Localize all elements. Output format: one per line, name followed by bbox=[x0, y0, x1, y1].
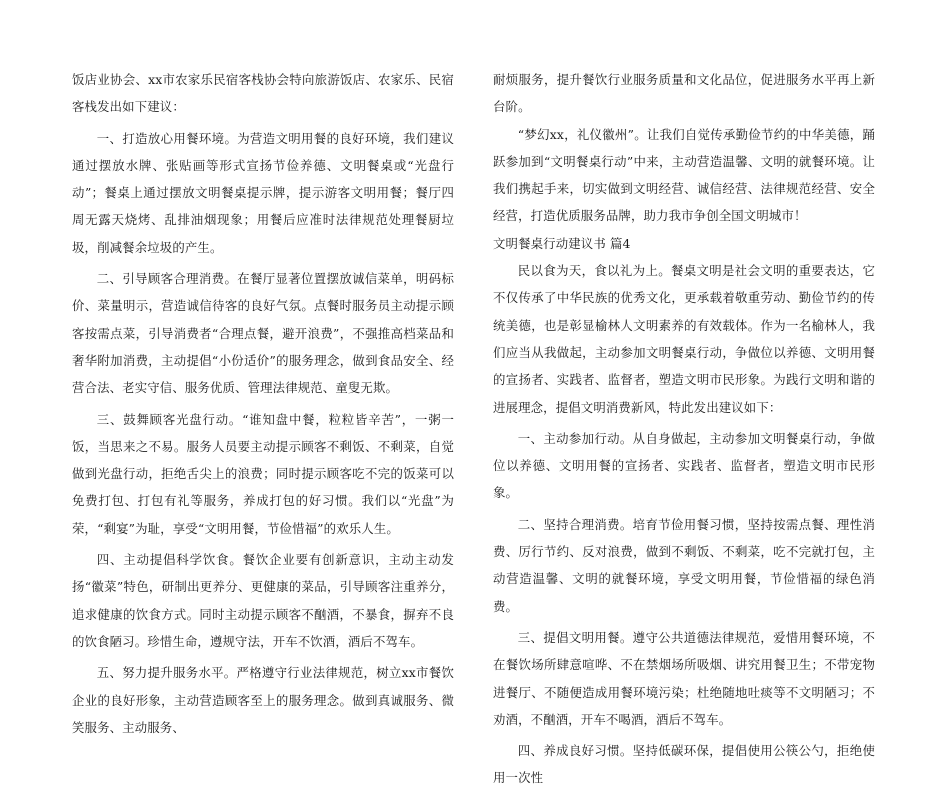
paragraph-intro: 饭店业协会、xx市农家乐民宿客栈协会特向旅游饭店、农家乐、民宿客栈发出如下建议： bbox=[72, 72, 454, 115]
paragraph-item-2: 二、引导顾客合理消费。在餐厅显著位置摆放诚信菜单，明码标价、菜量明示，营造诚信待客的良好气氛。点餐时服务员主动提示顾客按需点菜，引导消费者“合理点餐，避开浪费”，不强推高档菜品和奢华附加消费，主动提倡“小份适价”的服务理念，做到食品安全、经营合法、老实守信、服务优质、管理法律规范、童叟无欺。 bbox=[72, 271, 454, 396]
section-heading: 文明餐桌行动建议书 篇4 bbox=[493, 235, 631, 251]
paragraph-closing: “梦幻xx，礼仪徽州”。让我们自觉传承勤俭节约的中华美德，踊跃参加到“文明餐桌行动”中来，主动营造温馨、文明的就餐环境。让我们携起手来，切实做到文明经营、诚信经营、法律规范经营、安全经营，打造优质服务品牌，助力我市争创全国文明城市！ bbox=[493, 126, 875, 224]
paragraph-item-1: 一、打造放心用餐环境。为营造文明用餐的良好环境，我们建议通过摆放水牌、张贴画等形式宣扬节俭养德、文明餐桌或“光盘行动”；餐桌上通过摆放文明餐桌提示牌，提示游客文明用餐；餐厅四周无露天烧烤、乱排油烟现象；用餐后应准时法律规范处理餐厨垃圾，削减餐余垃圾的产生。 bbox=[72, 130, 454, 255]
paragraph-proposal-2: 二、坚持合理消费。培育节俭用餐习惯，坚持按需点餐、理性消费、厉行节约、反对浪费，做到不剩饭、不剩菜，吃不完就打包，主动营造温馨、文明的就餐环境，享受文明用餐，节俭惜福的绿色消费。 bbox=[493, 516, 875, 614]
paragraph-proposal-3: 三、提倡文明用餐。遵守公共道德法律规范，爱惜用餐环境，不在餐饮场所肆意喧哗、不在禁烟场所吸烟、讲究用餐卫生；不带宠物进餐厅、不随便造成用餐环境污染；杜绝随地吐痰等不文明陋习；不劝酒，不酗酒，开车不喝酒，酒后不驾车。 bbox=[493, 629, 875, 727]
paragraph-item-5: 五、努力提升服务水平。严格遵守行业法律规范，树立xx市餐饮企业的良好形象，主动营造顾客至上的服务理念。做到真诚服务、微笑服务、主动服务、 bbox=[72, 665, 454, 735]
paragraph-item-3: 三、鼓舞顾客光盘行动。“谁知盘中餐，粒粒皆辛苦”，一粥一饭，当思来之不易。服务人员要主动提示顾客不剩饭、不剩菜，自觉做到光盘行动，拒绝舌尖上的浪费；同时提示顾客吃不完的饭菜可以免费打包、打包有礼等服务，养成打包的好习惯。我们以“光盘”为荣，“剩宴”为耻，享受“文明用餐，节俭惜福”的欢乐人生。 bbox=[72, 411, 454, 536]
paragraph-continuation: 耐烦服务，提升餐饮行业服务质量和文化品位，促进服务水平再上新台阶。 bbox=[493, 72, 875, 115]
paragraph-proposal-4: 四、养成良好习惯。坚持低碳环保，提倡使用公筷公勺，拒绝使用一次性 bbox=[493, 743, 875, 786]
paragraph-preamble: 民以食为天，食以礼为上。餐桌文明是社会文明的重要表达，它不仅传承了中华民族的优秀文化，更承载着敬重劳动、勤俭节约的传统美德，也是彰显榆林人文明素养的有效载体。作为一名榆林人，我们应当从我做起，主动参加文明餐桌行动，争做位以养德、文明用餐的宣扬者、实践者、监督者，塑造文明市民形象。为践行文明和谐的进展理念，提倡文明消费新风，特此发出建议如下： bbox=[493, 263, 875, 415]
paragraph-item-4: 四、主动提倡科学饮食。餐饮企业要有创新意识，主动主动发扬“徽菜”特色，研制出更养分、更健康的菜品，引导顾客注重养分，追求健康的饮食方式。同时主动提示顾客不酗酒，不暴食，摒弃不良的饮食陋习。珍惜生命，遵规守法，开车不饮酒，酒后不驾车。 bbox=[72, 552, 454, 649]
paragraph-proposal-1: 一、主动参加行动。从自身做起，主动参加文明餐桌行动，争做位以养德、文明用餐的宣扬者、实践者、监督者，塑造文明市民形象。 bbox=[493, 430, 875, 501]
right-column bbox=[493, 66, 875, 792]
left-column bbox=[72, 66, 454, 741]
